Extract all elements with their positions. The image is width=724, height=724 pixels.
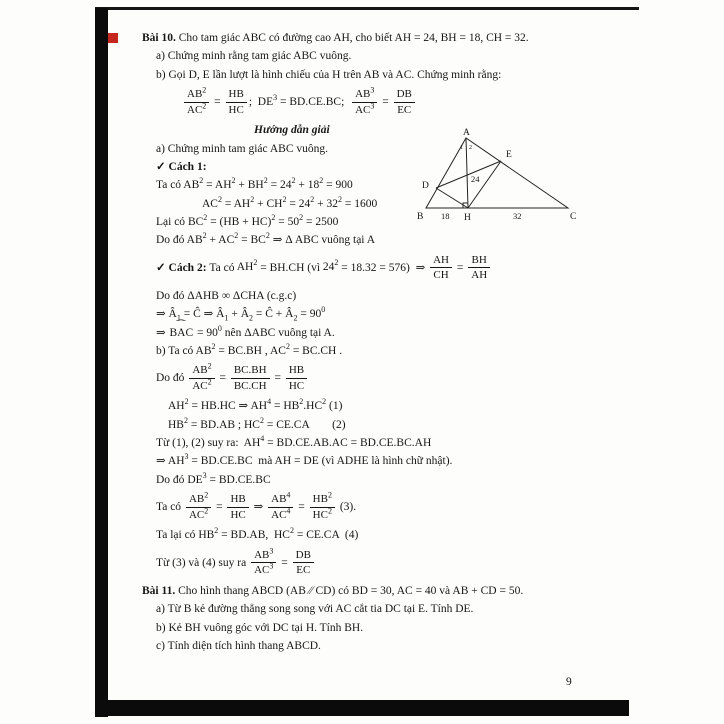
text-run: Từ (3) và (4) suy ra: [156, 556, 250, 569]
bold-text: ✓ Cách 1:: [156, 160, 207, 173]
text-run: DB: [295, 548, 311, 561]
power-term: $AH^2$: [168, 397, 189, 413]
text-line: [142, 490, 628, 521]
text-run: = BD.CE.BC: [206, 473, 271, 486]
text-run: AH: [471, 269, 488, 282]
power-term: $AC^3$: [254, 561, 274, 577]
power-term: (HB + HC)$^2$: [219, 213, 276, 228]
text-run: = CE.CA (2): [263, 418, 346, 431]
text-line: [142, 417, 628, 433]
power-term: $CH^2$: [266, 194, 287, 210]
text-run: =: [207, 215, 220, 228]
text-run: = BD.AB,: [218, 529, 274, 542]
power-term: $BC^2$: [187, 213, 208, 228]
text-run: Do đó: [156, 234, 187, 247]
text-run: ;: [248, 95, 258, 108]
text-line: [142, 232, 628, 248]
text-run: = 2500: [303, 215, 339, 228]
power-term: $HB^2$: [198, 526, 219, 542]
power-term: $AC^2$: [187, 100, 207, 116]
text-line: [142, 30, 628, 46]
text-run: ⇒: [156, 326, 169, 339]
text-line: [142, 306, 628, 322]
heading-text: Hướng dẫn giải: [254, 124, 330, 137]
text-run: = Ĉ +: [253, 308, 286, 321]
fraction: [310, 490, 335, 521]
text-run: CH: [433, 269, 449, 282]
power-term: $AC^2$: [202, 194, 222, 210]
bold-text: Bài 10.: [142, 32, 179, 44]
angle-label-2: 2: [469, 145, 472, 151]
bold-text: ✓ Cách 2:: [156, 261, 210, 274]
power-term: $24^2$: [280, 176, 296, 192]
fraction: [394, 88, 415, 116]
text-line: [142, 398, 628, 414]
fraction: [184, 85, 209, 116]
triangle-abc-diagram: [408, 126, 590, 228]
text-line: [142, 435, 628, 451]
text-run: HC: [230, 508, 246, 521]
text-line: [142, 546, 628, 577]
book-edge-bottom: [95, 700, 629, 716]
text-run: =: [238, 234, 251, 247]
text-run: Cho hình thang ABCD (AB ∕∕ CD) có BD = 30, AC = 40 và AB + CD = 50.: [178, 584, 524, 597]
text-run: Lại có: [156, 215, 188, 228]
vertex-label-a: A: [463, 128, 470, 138]
power-term: $HB^2$: [168, 415, 188, 431]
text-run: HB: [288, 364, 305, 377]
power-term: $24^2$: [298, 194, 315, 210]
text-run: = HB.HC ⇒: [188, 400, 251, 413]
power-term: $HC^2$: [312, 506, 332, 521]
power-term: $DE^3$: [257, 92, 278, 108]
text-run: +: [235, 179, 248, 192]
text-run: BC.BH: [233, 364, 267, 377]
text-line: [142, 361, 628, 392]
text-line: [142, 638, 628, 654]
text-run: +: [228, 308, 241, 321]
fraction: [468, 254, 490, 282]
power-term: $HB^2$: [312, 490, 332, 506]
text-run: Do đó: [156, 371, 188, 384]
power-term: $AH^2$: [233, 194, 255, 210]
vertex-label-e: E: [506, 150, 512, 160]
widehat-angle: ˆ BAC: [169, 325, 195, 341]
text-line: [142, 67, 628, 83]
power-term: $90^0$: [206, 323, 222, 339]
text-run: Do đó ΔAHB ∞ ΔCHA (c.g.c): [156, 289, 297, 302]
power-term: $AH^2$: [236, 258, 258, 274]
power-term: $AC^2$: [269, 342, 290, 357]
text-run: =: [194, 326, 207, 339]
text-run: a) Chứng minh tam giác ABC vuông.: [156, 142, 329, 155]
length-label-ah: 24: [471, 174, 480, 184]
text-run: ⇒: [156, 308, 169, 321]
text-run: =: [213, 500, 226, 513]
power-term: $90^0$: [309, 305, 326, 321]
text-run: EC: [397, 103, 412, 116]
text-run: = 1600: [341, 197, 378, 210]
power-term: $AH^2$: [214, 176, 236, 192]
text-line: [142, 601, 628, 617]
text-run: = BH.CH (vì: [257, 261, 323, 274]
text-line: [142, 288, 628, 304]
text-run: ⇒: [156, 455, 168, 468]
fraction: [286, 364, 307, 392]
text-line: [142, 620, 628, 636]
power-term: $AH^4$: [250, 397, 272, 413]
text-run: (3).: [336, 500, 357, 513]
length-label-hc: 32: [513, 211, 522, 221]
power-term: $AB^2$: [192, 361, 212, 377]
page-number: 9: [566, 676, 572, 688]
power-term: $AC^2$: [188, 506, 209, 521]
text-run: b) Gọi D, E lần lượt là hình chiếu của H trên AB và AC. Chứng minh rằng:: [156, 68, 502, 81]
text-run: =: [278, 556, 291, 569]
power-term: $BC^2$: [250, 231, 270, 247]
text-run: c) Tính diện tích hình thang ABCD.: [156, 639, 321, 652]
text-run: =: [286, 197, 299, 210]
power-term: $AH^4$: [243, 434, 265, 450]
power-term: $AB^2$: [188, 490, 209, 506]
text-run: ⇒ Δ ABC vuông tại A: [269, 234, 376, 247]
fraction: [186, 490, 211, 521]
power-term: $AC^2$: [192, 377, 212, 392]
text-run: = 18.32 = 576) ⇒: [338, 261, 429, 274]
text-run: AH: [433, 253, 449, 266]
text-run: a) Từ B kẻ đường thẳng song song với AC cắt tia DC tại E. Tính DE.: [156, 603, 474, 616]
power-term: $AB^3$: [355, 85, 375, 100]
power-term: $AB^2$: [183, 176, 204, 192]
power-term: $AC^3$: [355, 100, 375, 116]
text-run: EC: [296, 564, 311, 577]
text-run: =: [454, 261, 467, 274]
triangle-figure: [408, 126, 590, 228]
fraction: [430, 254, 452, 282]
power-term: $50^2$: [287, 213, 304, 228]
text-run: +: [254, 197, 267, 210]
text-line: [142, 527, 628, 543]
text-run: .: [303, 400, 307, 413]
power-term: $32^2$: [326, 194, 342, 210]
vertex-label-c: C: [570, 212, 577, 222]
text-run: nên ΔABC vuông tại A.: [221, 326, 335, 339]
text-run: = BD.CE.BC;: [277, 95, 351, 108]
bold-text: Bài 11.: [142, 584, 179, 597]
power-term: $HC^2$: [306, 397, 327, 413]
angle-label-1: 1: [460, 145, 463, 151]
power-term: $AB^2$: [187, 85, 207, 100]
length-label-bh: 18: [441, 211, 450, 221]
text-line: [142, 472, 628, 488]
power-term: $AB^3$: [254, 546, 274, 561]
text-run: =: [295, 500, 308, 513]
page-text: [142, 30, 628, 656]
power-term: $24^2$: [322, 258, 339, 274]
text-run: Cho tam giác ABC có đường cao AH, cho biết AH = 24, BH = 18, CH = 32.: [178, 32, 529, 44]
text-run: b) Kẻ BH vuông góc với DC tại H. Tính BH.: [156, 621, 364, 634]
text-run: =: [221, 197, 234, 210]
power-term: $DE^3$: [187, 470, 207, 486]
text-run: Ta lại có: [156, 529, 199, 542]
power-term: $AC^2$: [218, 231, 239, 247]
power-term: $AB^2$: [186, 231, 207, 247]
text-run: HB: [230, 493, 246, 506]
text-run: =: [267, 179, 280, 192]
text-run: =: [216, 371, 229, 384]
fraction: [227, 493, 248, 521]
power-term: $AH^3$: [167, 452, 189, 468]
text-run: +: [295, 179, 308, 192]
text-run: = Ĉ ⇒: [180, 308, 217, 321]
fraction: [352, 85, 377, 116]
text-run: =: [271, 371, 284, 384]
text-line: [142, 325, 628, 341]
text-run: (1): [326, 400, 343, 413]
text-line: [142, 48, 628, 64]
text-run: = BD.AB ;: [187, 418, 244, 431]
triangle-outline: [426, 138, 568, 208]
text-run: = BD.CE.BC mà AH = DE (vì ADHE là hình chữ nhật).: [188, 455, 453, 468]
text-line: [142, 254, 628, 282]
fraction: [293, 549, 314, 577]
subscript-term: $Â_2$: [240, 308, 253, 323]
power-term: $BH^2$: [247, 176, 268, 192]
text-run: =: [203, 179, 215, 192]
text-run: DB: [396, 87, 412, 100]
text-line: [142, 85, 628, 116]
text-run: = BC.BH ,: [215, 344, 270, 357]
fraction: [251, 546, 276, 577]
subscript-term: $Â_1$: [216, 308, 229, 323]
text-run: +: [206, 234, 219, 247]
text-run: BC.CH: [233, 379, 267, 392]
fraction: [268, 490, 293, 521]
vertex-label-d: D: [422, 181, 429, 191]
text-run: HB: [228, 87, 244, 100]
book-edge-top: [95, 7, 639, 10]
text-run: HC: [228, 103, 244, 116]
text-run: ⇒: [250, 500, 267, 513]
power-term: $HC^2$: [273, 526, 294, 542]
power-term: $AB^2$: [195, 342, 216, 357]
subscript-term: $Â_1$: [168, 308, 181, 323]
text-run: =: [379, 95, 392, 108]
text-run: a) Chứng minh rằng tam giác ABC vuông.: [156, 50, 352, 63]
text-run: Từ (1), (2) suy ra:: [156, 437, 244, 450]
altitude-ah: [466, 138, 468, 208]
fraction: [231, 364, 270, 392]
red-stamp-mark: [108, 33, 118, 43]
power-term: $HB^2$: [283, 397, 304, 413]
text-run: Do đó: [156, 473, 188, 486]
text-run: Ta có: [156, 500, 184, 513]
text-run: = 900: [323, 179, 353, 192]
power-term: $AC^4$: [271, 506, 291, 521]
text-run: b) Ta có: [156, 344, 196, 357]
text-line: [142, 343, 628, 359]
fraction: [189, 361, 214, 392]
vertex-label-h: H: [464, 213, 471, 223]
text-run: BH: [471, 253, 487, 266]
text-run: =: [275, 215, 288, 228]
text-run: =: [211, 95, 224, 108]
power-term: $AB^4$: [271, 490, 291, 506]
power-term: $HC^2$: [244, 415, 264, 431]
power-term: $18^2$: [307, 176, 324, 192]
text-run: HC: [288, 379, 305, 392]
text-line: [142, 453, 628, 469]
text-run: +: [314, 197, 327, 210]
book-edge-left: [95, 8, 108, 717]
text-run: =: [271, 400, 284, 413]
text-run: = BD.CE.AB.AC = BD.CE.BC.AH: [264, 437, 432, 450]
text-line: [142, 583, 628, 599]
text-run: = CE.CA (4): [293, 529, 359, 542]
fraction: [226, 88, 247, 116]
text-run: =: [297, 308, 310, 321]
subscript-term: $Â_2$: [285, 308, 298, 323]
text-run: = BC.CH .: [289, 344, 343, 357]
text-run: Ta có: [209, 261, 237, 274]
text-run: Ta có: [156, 179, 184, 192]
vertex-label-b: B: [417, 212, 424, 222]
